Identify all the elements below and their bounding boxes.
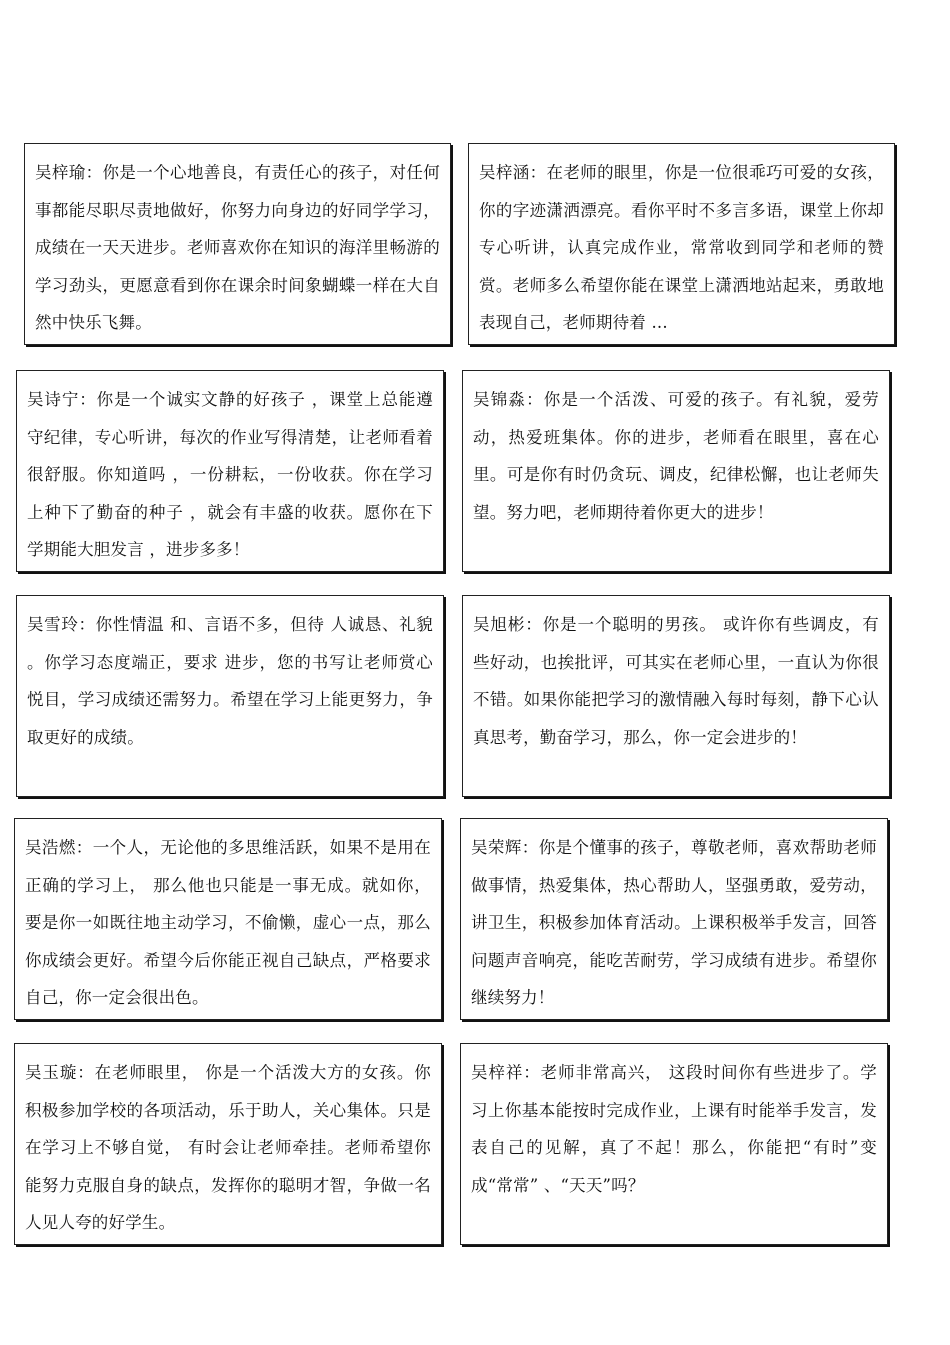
student-name: 吴梓祥： [471, 1063, 541, 1082]
teacher-comment: 在老师眼里， 你是一个活泼大方的女孩。你积极参加学校的各项活动，乐于助人，关心集体。只是在学习上不够自觉， 有时会让老师牵挂。老师希望你能努力克服自身的缺点，发挥你的聪明才智，争做一名人见人夸的好学生。 [25, 1063, 431, 1232]
comment-card-wu-zihan [468, 143, 895, 345]
student-name: 吴雪玲： [27, 615, 96, 634]
comment-card-wu-yuxuan [14, 1043, 442, 1245]
student-name: 吴浩燃： [25, 838, 93, 857]
teacher-comment: 老师非常高兴， 这段时间你有些进步了。学习上你基本能按时完成作业，上课有时能举手发言，发表自己的见解，真了不起！那么，你能把“有时”变成“常常” 、“天天”吗？ [471, 1063, 877, 1195]
comment-card-wu-xubin [462, 595, 890, 797]
student-name: 吴旭彬： [473, 615, 543, 634]
comment-card-wu-ziyu [24, 143, 451, 345]
comment-card-wu-ronghui [460, 818, 888, 1020]
comment-card-wu-jinmiao [462, 370, 890, 572]
teacher-comment: 你是一个活泼、可爱的孩子。有礼貌，爱劳动，热爱班集体。你的进步，老师看在眼里，喜在心里。可是你有时仍贪玩、调皮，纪律松懈，也让老师失望。努力吧，老师期待着你更大的进步！ [473, 390, 879, 522]
comment-card-wu-haoran [14, 818, 442, 1020]
comment-card-wu-xueling [16, 595, 444, 797]
comment-card-wu-zixiang [460, 1043, 888, 1245]
teacher-comment: 你是一个心地善良，有责任心的孩子，对任何事都能尽职尽责地做好，你努力向身边的好同学学习，成绩在一天天进步。老师喜欢你在知识的海洋里畅游的学习劲头，更愿意看到你在课余时间象蝴蝶一样在大自然中快乐飞舞。 [35, 163, 440, 332]
student-name: 吴荣辉： [471, 838, 539, 857]
student-name: 吴梓瑜： [35, 163, 103, 182]
teacher-comment: 你是一个聪明的男孩。 或许你有些调皮，有些好动，也挨批评，可其实在老师心里，一直认为你很不错。如果你能把学习的激情融入每时每刻，静下心认真思考，勤奋学习，那么，你一定会进步的！ [473, 615, 879, 747]
teacher-comment: 你性情温 和、言语不多，但待 人诚恳、礼貌 。你学习态度端正，要求 进步，您的书写让老师赏心悦目，学习成绩还需努力。希望在学习上能更努力，争取更好的成绩。 [27, 615, 433, 747]
teacher-comment: 在老师的眼里，你是一位很乖巧可爱的女孩，你的字迹潇洒漂亮。看你平时不多言多语，课堂上你却专心听讲，认真完成作业，常常收到同学和老师的赞赏。老师多么希望你能在课堂上潇洒地站起来，勇敢地表现自己，老师期待着 ... [479, 163, 884, 332]
student-name: 吴梓涵： [479, 163, 547, 182]
comment-card-wu-shining [16, 370, 444, 572]
teacher-comment: 你是个懂事的孩子，尊敬老师，喜欢帮助老师做事情，热爱集体，热心帮助人，坚强勇敢，爱劳动，讲卫生，积极参加体育活动。上课积极举手发言，回答问题声音响亮，能吃苦耐劳，学习成绩有进步。希望你继续努力！ [471, 838, 877, 1007]
teacher-comment: 一个人，无论他的多思维活跃，如果不是用在正确的学习上， 那么他也只能是一事无成。就如你，要是你一如既往地主动学习，不偷懒，虚心一点，那么你成绩会更好。希望今后你能正视自己缺点，严格要求自己，你一定会很出色。 [25, 838, 431, 1007]
teacher-comment: 你是一个诚实文静的好孩子 ，课堂上总能遵守纪律，专心听讲，每次的作业写得清楚，让老师看着很舒服。你知道吗 ，一份耕耘，一份收获。你在学习上种下了勤奋的种子 ，就会有丰盛的收获。愿你在下学期能大胆发言 ，进步多多！ [27, 390, 433, 559]
student-name: 吴玉璇： [25, 1063, 95, 1082]
student-name: 吴锦淼： [473, 390, 544, 409]
student-name: 吴诗宁： [27, 390, 97, 409]
